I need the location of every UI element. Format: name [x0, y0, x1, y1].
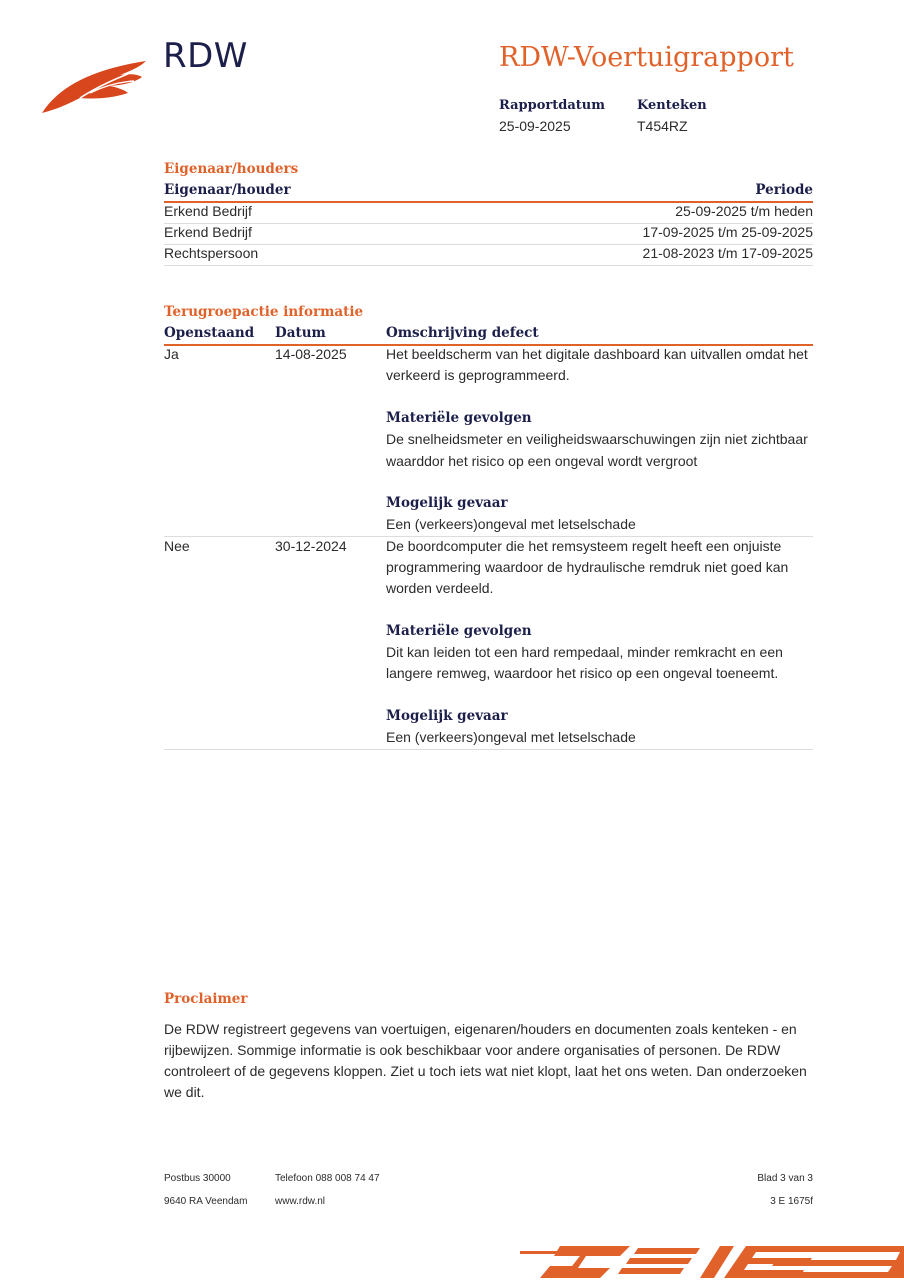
- recall-2-description-line: worden verdeeld.: [386, 580, 494, 596]
- rdw-plate-stripe-graphic: [520, 1244, 904, 1280]
- recall-1-description-line: Het beeldscherm van het digitale dashboard kan uitvallen omdat het: [386, 346, 808, 362]
- recalls-section-title: Terugroepactie informatie: [164, 304, 364, 320]
- recall-1-date: 14-08-2025: [275, 346, 347, 362]
- owners-col-period: Periode: [755, 182, 813, 198]
- recalls-col-open: Openstaand: [164, 325, 255, 341]
- owner-row-1-owner: Erkend Bedrijf: [164, 203, 252, 219]
- recall-1-consequences-label: Materiële gevolgen: [386, 410, 532, 426]
- recall-row-divider: [164, 749, 813, 750]
- report-date-value: 25-09-2025: [499, 118, 571, 134]
- recall-1-description-line: verkeerd is geprogrammeerd.: [386, 367, 570, 383]
- recall-2-danger-label: Mogelijk gevaar: [386, 708, 508, 724]
- footer-city: 9640 RA Veendam: [164, 1196, 248, 1207]
- report-date-label: Rapportdatum: [499, 98, 605, 113]
- plate-label: Kenteken: [637, 98, 707, 113]
- recall-1-open: Ja: [164, 346, 179, 362]
- footer-phone: Telefoon 088 008 74 47: [275, 1173, 380, 1184]
- owner-row-divider: [164, 265, 813, 266]
- proclaimer-line: controleert of de gegevens kloppen. Ziet u toch iets wat niet klopt, laat het ons weten. Dan onderzoeken: [164, 1063, 807, 1079]
- recall-2-consequences-line: langere remweg, waardoor het risico op een ongeval toeneemt.: [386, 665, 779, 681]
- rdw-wing-logo-icon: [40, 55, 150, 115]
- owners-col-owner: Eigenaar/houder: [164, 182, 291, 198]
- recall-2-consequences-line: Dit kan leiden tot een hard rempedaal, minder remkracht en een: [386, 644, 783, 660]
- footer-page-number: Blad 3 van 3: [757, 1173, 813, 1184]
- footer-document-code: 3 E 1675f: [770, 1196, 813, 1207]
- recall-1-consequences-line: waarddor het risico op een ongeval wordt vergroot: [386, 453, 698, 469]
- recall-2-danger-text: Een (verkeers)ongeval met letselschade: [386, 729, 636, 745]
- recall-2-date: 30-12-2024: [275, 538, 347, 554]
- proclaimer-line: we dit.: [164, 1084, 205, 1100]
- recall-2-description-line: De boordcomputer die het remsysteem regelt heeft een onjuiste: [386, 538, 782, 554]
- recall-1-consequences-line: De snelheidsmeter en veiligheidswaarschuwingen zijn niet zichtbaar: [386, 431, 808, 447]
- plate-value: T454RZ: [637, 118, 688, 134]
- recall-2-open: Nee: [164, 538, 190, 554]
- proclaimer-line: rijbewijzen. Sommige informatie is ook beschikbaar voor andere organisaties of personen. De RDW: [164, 1042, 781, 1058]
- proclaimer-line: De RDW registreert gegevens van voertuigen, eigenaren/houders en documenten zoals kenteken - en: [164, 1021, 797, 1037]
- proclaimer-title: Proclaimer: [164, 991, 248, 1007]
- recalls-col-description: Omschrijving defect: [386, 325, 539, 341]
- owner-row-3-period: 21-08-2023 t/m 17-09-2025: [642, 245, 813, 261]
- recall-2-consequences-label: Materiële gevolgen: [386, 623, 532, 639]
- rdw-logo-text: RDW: [163, 36, 248, 76]
- recall-1-danger-text: Een (verkeers)ongeval met letselschade: [386, 516, 636, 532]
- owners-section-title: Eigenaar/houders: [164, 161, 299, 177]
- owner-row-2-owner: Erkend Bedrijf: [164, 224, 252, 240]
- owner-row-1-period: 25-09-2025 t/m heden: [675, 203, 813, 219]
- recall-1-danger-label: Mogelijk gevaar: [386, 495, 508, 511]
- owner-row-3-owner: Rechtspersoon: [164, 245, 259, 261]
- recalls-col-date: Datum: [275, 325, 326, 341]
- footer-website-link[interactable]: www.rdw.nl: [275, 1196, 326, 1207]
- recall-2-description-line: programmering waardoor de hydraulische remdruk niet goed kan: [386, 559, 789, 575]
- owner-row-2-period: 17-09-2025 t/m 25-09-2025: [642, 224, 813, 240]
- footer-postbus: Postbus 30000: [164, 1173, 231, 1184]
- report-title: RDW-Voertuigrapport: [499, 42, 794, 73]
